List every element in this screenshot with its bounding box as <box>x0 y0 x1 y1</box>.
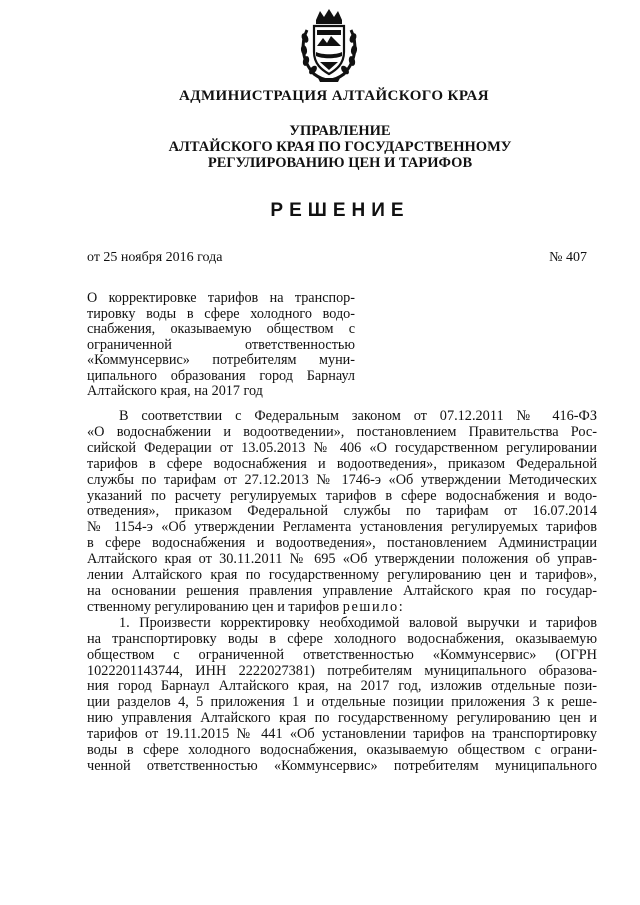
document-type-title: РЕШЕНИЕ <box>270 200 410 221</box>
body-line: лении Алтайского края по государственному регулированию цен и тарифов», <box>87 567 597 584</box>
item-1-paragraph <box>87 616 597 775</box>
body-line: отведения», приказом Федеральной службы по тарифам от 16.07.2014 <box>87 503 597 520</box>
body-line-final-text: ственному регулированию цен и тарифов <box>87 598 343 615</box>
department-line-3: РЕГУЛИРОВАНИЮ ЦЕН И ТАРИФОВ <box>207 155 473 171</box>
body-line: № 1154-э «Об утверждении Регламента установления регулируемых тарифов <box>87 519 597 536</box>
body-line-final <box>87 600 597 616</box>
subject-line: «Коммунсервис» потребителям муни- <box>87 352 355 368</box>
preamble-paragraph <box>87 409 597 616</box>
subject-line: Алтайского края, на 2017 год <box>87 383 263 399</box>
document-date: от 25 ноября 2016 года <box>87 250 223 265</box>
subject-line: ограниченной ответственностью <box>87 336 355 353</box>
body-line: ченной ответственностью «Коммунсервис» потребителям муниципального <box>87 757 597 774</box>
body-line: В соответствии с Федеральным законом от 07.12.2011 № 416-ФЗ <box>119 408 597 424</box>
body-line: тарифов от 19.11.2015 № 441 «Об установлении тарифов на транспортировку <box>87 726 597 743</box>
body-line: 1022201143744, ИНН 2222027381) потребителям муниципального образова- <box>87 662 597 679</box>
document-number: № 407 <box>549 250 587 265</box>
body-line: на основании решения правления управление Алтайского края по государ- <box>87 582 597 599</box>
department-line-1: УПРАВЛЕНИЕ <box>289 123 391 139</box>
body-line: ции разделов 4, 5 приложения 1 и отдельные позиции приложения 3 к реше- <box>87 694 597 711</box>
department-line-2: АЛТАЙСКОГО КРАЯ ПО ГОСУДАРСТВЕННОМУ <box>168 139 512 155</box>
body-line: нию управления Алтайского края по государственному регулированию цен и <box>87 710 597 727</box>
body-line: Алтайского края от 30.11.2011 № 695 «Об утверждении положения об управ- <box>87 551 597 568</box>
body-line: сийской Федерации от 13.05.2013 № 406 «О государственном регулировании <box>87 439 597 456</box>
body-line: службы по тарифам от 27.12.2013 № 1746-э «Об утверждении Методических <box>87 471 597 488</box>
body-line: ния город Барнаул Алтайского края, на 2017 год, изложив отдельные пози- <box>87 678 597 695</box>
document-subject <box>87 291 355 400</box>
decided-word: решило: <box>342 598 405 615</box>
document-body <box>87 409 597 775</box>
body-line: воды в сфере холодного водоснабжения, оказываемую обществом с ограни- <box>87 742 597 759</box>
subject-line: О корректировке тарифов на транспор- <box>87 290 355 306</box>
body-line: в сфере водоснабжения и водоотведения», постановлением Администрации <box>87 535 597 552</box>
body-line: указаний по расчету регулируемых тарифов в сфере водоснабжения и водо- <box>87 487 597 504</box>
subject-line: тировку воды в сфере холодного водо- <box>87 305 355 322</box>
body-line: на транспортировку воды в сфере холодного водоснабжения, оказываемую <box>87 630 597 647</box>
body-line: «О водоснабжении и водоотведении», постановлением Правительства Рос- <box>87 423 597 440</box>
subject-line: снабжения, оказываемую обществом с <box>87 321 355 337</box>
body-line: 1. Произвести корректировку необходимой валовой выручки и тарифов <box>119 614 597 631</box>
altai-krai-coat-of-arms-icon <box>298 8 360 84</box>
body-line: тарифов в сфере водоснабжения и водоотведения», приказом Федеральной <box>87 455 597 472</box>
body-line: обществом с ограниченной ответственностью «Коммунсервис» (ОГРН <box>87 646 597 663</box>
subject-line: ципального образования город Барнаул <box>87 367 355 384</box>
organization-name: АДМИНИСТРАЦИЯ АЛТАЙСКОГО КРАЯ <box>179 88 489 104</box>
